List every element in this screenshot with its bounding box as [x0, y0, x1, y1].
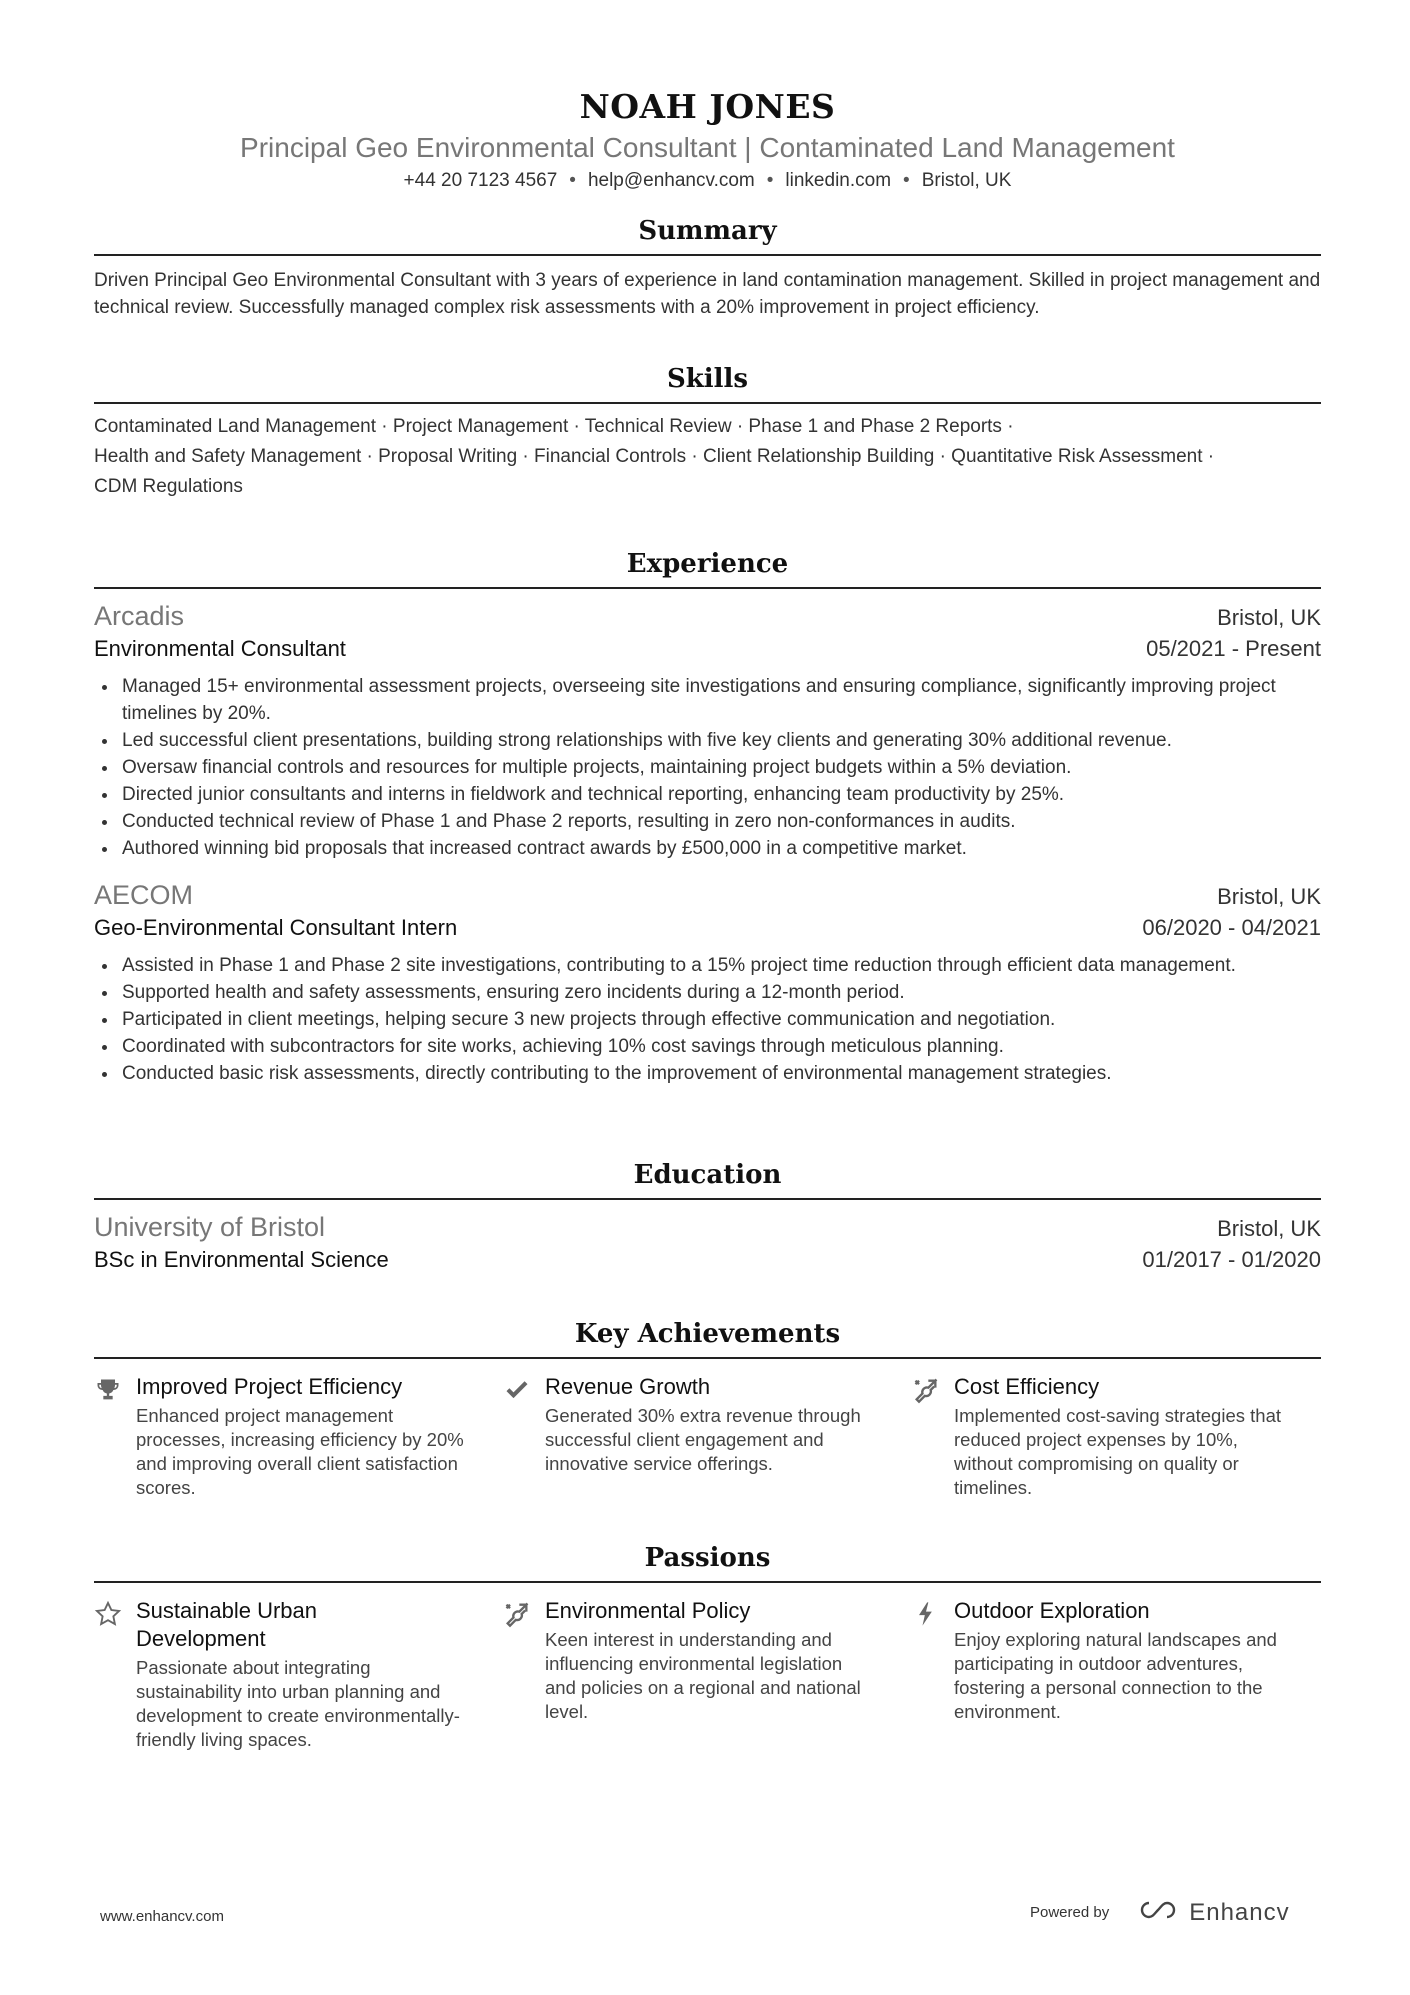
list-item: Conducted basic risk assessments, directly contributing to the improvement of environmental management strategies. — [94, 1060, 1321, 1087]
achievement-desc: Implemented cost-saving strategies that reduced project expenses by 10%, without compromising on quality or timelines. — [954, 1405, 1281, 1498]
company-name: AECOM — [94, 880, 194, 910]
list-item: Oversaw financial controls and resources for multiple projects, maintaining project budgets within a 5% deviation. — [94, 754, 1321, 781]
footer-website[interactable]: www.enhancv.com — [100, 1908, 224, 1925]
education-entry — [94, 1210, 1321, 1276]
school-location: Bristol, UK — [1217, 1216, 1321, 1241]
job-location: Bristol, UK — [1217, 884, 1321, 909]
passion-title: Outdoor Exploration — [954, 1598, 1150, 1623]
skills-line: CDM Regulations — [94, 476, 243, 497]
achievements-section — [94, 1317, 1321, 1500]
summary-heading: Summary — [94, 214, 1321, 256]
achievement-card — [503, 1373, 912, 1500]
linkedin-link[interactable]: linkedin.com — [785, 170, 892, 191]
company-name: Arcadis — [94, 601, 185, 631]
skills-section — [94, 362, 1321, 502]
summary-section — [94, 214, 1321, 321]
trophy-icon — [94, 1373, 136, 1500]
list-item: Conducted technical review of Phase 1 and Phase 2 reports, resulting in zero non-conformances in audits. — [94, 808, 1321, 835]
skills-line: Contaminated Land Management · Project Management · Technical Review · Phase 1 and Phase 2 Reports · — [94, 416, 1014, 437]
tools-icon — [503, 1597, 545, 1752]
experience-section — [94, 547, 1321, 1087]
school-name: University of Bristol — [94, 1212, 326, 1242]
list-item: Led successful client presentations, building strong relationships with five key clients and generating 30% additional revenue. — [94, 727, 1321, 754]
job-bullets — [94, 673, 1321, 862]
tools-icon — [912, 1373, 954, 1500]
skills-heading: Skills — [94, 362, 1321, 404]
education-heading: Education — [94, 1158, 1321, 1200]
star-icon — [94, 1597, 136, 1752]
achievement-card — [94, 1373, 503, 1500]
candidate-title: Principal Geo Environmental Consultant | Contaminated Land Management — [240, 132, 1175, 163]
passion-desc: Passionate about integrating sustainability into urban planning and development to create environmentally-friendly living spaces. — [136, 1657, 460, 1750]
achievement-desc: Generated 30% extra revenue through successful client engagement and innovative service offerings. — [545, 1405, 861, 1474]
checkmark-icon — [503, 1373, 545, 1500]
passions-heading: Passions — [94, 1541, 1321, 1583]
footer-branding — [1030, 1898, 1290, 1927]
passion-title: Sustainable Urban Development — [136, 1598, 318, 1651]
enhancv-logo-icon — [1135, 1898, 1181, 1927]
job-entry — [94, 599, 1321, 862]
location: Bristol, UK — [921, 170, 1012, 191]
job-dates: 05/2021 - Present — [1146, 636, 1321, 661]
degree: BSc in Environmental Science — [94, 1247, 389, 1272]
summary-text: Driven Principal Geo Environmental Consultant with 3 years of experience in land contamination management. Skilled in project management and technical review. Successfully managed complex risk assessments with a 20% improvement in project efficiency. — [94, 270, 1321, 318]
passions-section — [94, 1541, 1321, 1752]
passion-desc: Keen interest in understanding and influencing environmental legislation and policies on a regional and national level. — [545, 1629, 861, 1722]
skills-line: Health and Safety Management · Proposal Writing · Financial Controls · Client Relationship Building · Quantitative Risk Assessment · — [94, 446, 1215, 467]
achievements-heading: Key Achievements — [94, 1317, 1321, 1359]
list-item: Managed 15+ environmental assessment projects, overseeing site investigations and ensuring compliance, significantly improving project timelines by 20%. — [94, 673, 1321, 727]
job-role: Environmental Consultant — [94, 636, 346, 661]
achievement-title: Revenue Growth — [545, 1374, 711, 1399]
list-item: Supported health and safety assessments, ensuring zero incidents during a 12-month period. — [94, 979, 1321, 1006]
list-item: Participated in client meetings, helping secure 3 new projects through effective communication and negotiation. — [94, 1006, 1321, 1033]
passion-title: Environmental Policy — [545, 1598, 751, 1623]
achievement-title: Improved Project Efficiency — [136, 1374, 403, 1399]
list-item: Directed junior consultants and interns in fieldwork and technical reporting, enhancing team productivity by 25%. — [94, 781, 1321, 808]
list-item: Authored winning bid proposals that increased contract awards by £500,000 in a competitive market. — [94, 835, 1321, 862]
job-entry — [94, 878, 1321, 1087]
achievement-title: Cost Efficiency — [954, 1374, 1100, 1399]
brand-name: Enhancv — [1189, 1898, 1290, 1926]
list-item: Assisted in Phase 1 and Phase 2 site investigations, contributing to a 15% project time reduction through efficient data management. — [94, 952, 1321, 979]
contact-line: +44 20 7123 4567 • help@enhancv.com • linkedin.com • Bristol, UK — [403, 170, 1012, 191]
passion-card — [503, 1597, 912, 1752]
job-role: Geo-Environmental Consultant Intern — [94, 915, 458, 940]
resume-header — [94, 0, 1321, 194]
passion-card — [94, 1597, 503, 1752]
lightning-icon — [912, 1597, 954, 1752]
job-location: Bristol, UK — [1217, 605, 1321, 630]
skills-list — [94, 412, 1321, 502]
powered-by-label: Powered by — [1030, 1904, 1110, 1921]
passion-card — [912, 1597, 1321, 1752]
education-section — [94, 1158, 1321, 1276]
resume-page — [94, 0, 1321, 1750]
education-dates: 01/2017 - 01/2020 — [1142, 1247, 1321, 1272]
achievement-card — [912, 1373, 1321, 1500]
job-dates: 06/2020 - 04/2021 — [1142, 915, 1321, 940]
phone: +44 20 7123 4567 — [403, 170, 558, 191]
achievement-desc: Enhanced project management processes, increasing efficiency by 20% and improving overall client satisfaction scores. — [136, 1405, 464, 1498]
job-bullets — [94, 952, 1321, 1087]
email-link[interactable]: help@enhancv.com — [587, 170, 755, 191]
candidate-name: NOAH JONES — [579, 87, 836, 126]
list-item: Coordinated with subcontractors for site works, achieving 10% cost savings through meticulous planning. — [94, 1033, 1321, 1060]
passion-desc: Enjoy exploring natural landscapes and participating in outdoor adventures, fostering a personal connection to the environment. — [954, 1629, 1277, 1722]
experience-heading: Experience — [94, 547, 1321, 589]
